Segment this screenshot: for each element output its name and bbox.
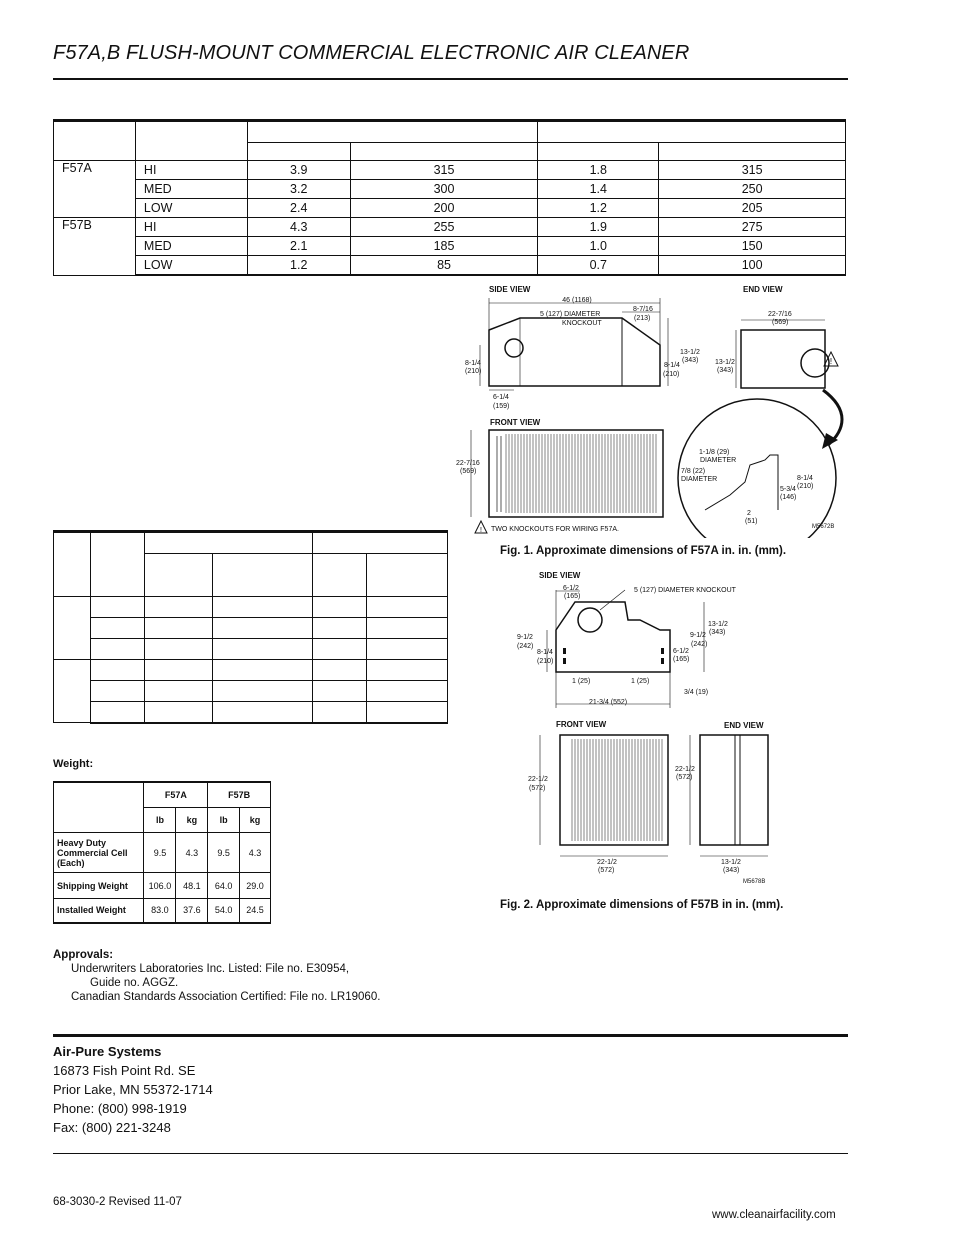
weight-value: 24.5 [240, 899, 271, 923]
contact-block [53, 1042, 213, 1137]
fig1-dim: (159) [493, 403, 510, 410]
fig2-dim: 22-1/2 [597, 859, 617, 866]
fig1-dim: 6-1/4 [493, 394, 509, 401]
weight-row-header [54, 833, 144, 873]
fig1-dim: DIAMETER [681, 476, 718, 483]
website-link[interactable]: www.cleanairfacility.com [712, 1209, 836, 1221]
performance-table [53, 119, 846, 276]
fig2-dim: 13-1/2 [721, 859, 741, 866]
fig1-caption: Fig. 1. Approximate dimensions of F57A in. in. (mm). [500, 545, 787, 557]
speed-cell: HI [135, 161, 247, 180]
page-title: F57A,B FLUSH-MOUNT COMMERCIAL ELECTRONIC AIR CLEANER [53, 42, 690, 64]
table-row [54, 161, 846, 180]
value-cell: 300 [350, 180, 538, 199]
value-cell: 1.0 [538, 237, 659, 256]
fig1-dim: (210) [663, 371, 680, 378]
approvals-line: Underwriters Laboratories Inc. Listed: File no. E30954, [71, 963, 350, 975]
value-cell: 255 [350, 218, 538, 237]
fig1-dim: 8-7/16 [633, 306, 653, 313]
table-row [54, 199, 846, 218]
value-cell: 315 [350, 161, 538, 180]
fig2-dim: 13-1/2 [708, 621, 728, 628]
weight-value: 48.1 [176, 873, 208, 899]
fig1-dim: 22-7/16 [456, 460, 480, 467]
value-cell: 315 [659, 161, 846, 180]
fig1-dim: 7/8 (22) [681, 468, 706, 475]
weight-table [53, 781, 271, 924]
weight-value: 4.3 [176, 833, 208, 873]
contact-rule [53, 1034, 848, 1037]
phone: Phone: (800) 998-1919 [53, 1101, 187, 1116]
value-cell: 1.4 [538, 180, 659, 199]
fig2-dim: 1 (25) [631, 678, 650, 685]
fig1-dim: (343) [682, 357, 699, 364]
fig2-front-view-label: FRONT VIEW [556, 720, 607, 729]
fig2-dim: (572) [598, 867, 615, 874]
fig2-caption: Fig. 2. Approximate dimensions of F57B in in. (mm). [500, 899, 784, 911]
fax: Fax: (800) 221-3248 [53, 1120, 171, 1135]
fig1-dim: (210) [465, 368, 482, 375]
fig2-dim: (343) [723, 867, 740, 874]
table-row [54, 180, 846, 199]
value-cell: 1.2 [538, 199, 659, 218]
fig2-side-body [556, 602, 670, 672]
approvals-heading: Approvals: [53, 949, 114, 961]
fig1-dim: KNOCKOUT [562, 320, 602, 327]
weight-unit-header: lb [208, 808, 240, 833]
fig1-note: TWO KNOCKOUTS FOR WIRING F57A. [491, 526, 619, 533]
fig1-dim: 8-1/4 [465, 360, 481, 367]
table-row [54, 256, 846, 276]
value-cell: 3.9 [247, 161, 350, 180]
title-rule [53, 78, 848, 80]
approvals-line: Guide no. AGGZ. [90, 977, 179, 989]
fig1-dim: (343) [717, 367, 734, 374]
speed-cell: LOW [135, 256, 247, 276]
company-name: Air-Pure Systems [53, 1044, 162, 1059]
fig2-dim: (210) [537, 658, 554, 665]
value-cell: 2.1 [247, 237, 350, 256]
fig1-dim: 2 [747, 510, 751, 517]
fig2-dim: 5 (127) DIAMETER KNOCKOUT [634, 587, 736, 594]
fig2-knockout-circle [578, 608, 602, 632]
fig2-dim: (242) [517, 643, 534, 650]
weight-row-header: Shipping Weight [54, 873, 144, 899]
value-cell: 1.9 [538, 218, 659, 237]
fig2-dim: 9-1/2 [690, 632, 706, 639]
weight-label: Weight: [53, 758, 94, 770]
warning-icon-mark: ! [480, 527, 482, 534]
weight-value: 9.5 [208, 833, 240, 873]
fig1-dim: (569) [460, 468, 477, 475]
fig1-dim: 5-3/4 [780, 486, 796, 493]
fig1-front-view-label: FRONT VIEW [490, 418, 541, 427]
doc-number: 68-3030-2 Revised 11-07 [53, 1196, 182, 1208]
blank-table [53, 530, 448, 724]
weight-value: 29.0 [240, 873, 271, 899]
fig2-dim: 22-1/2 [675, 766, 695, 773]
fig2-dim: 9-1/2 [517, 634, 533, 641]
table-row [54, 833, 271, 873]
weight-row-label: Heavy Duty [57, 837, 107, 848]
value-cell: 0.7 [538, 256, 659, 276]
fig2-dim: (572) [676, 774, 693, 781]
fig1-side-body [489, 318, 660, 386]
speed-cell: HI [135, 218, 247, 237]
weight-value: 37.6 [176, 899, 208, 923]
value-cell: 275 [659, 218, 846, 237]
fig1-dim: 8-1/4 [664, 362, 680, 369]
fig2-dim: 6-1/2 [563, 585, 579, 592]
value-cell: 85 [350, 256, 538, 276]
fig2-dim: (242) [691, 641, 708, 648]
table-row [54, 218, 846, 237]
fig1-dim: (569) [772, 319, 789, 326]
weight-row-label: (Each) [57, 857, 85, 868]
value-cell: 250 [659, 180, 846, 199]
fig2-drawing [510, 568, 780, 890]
fig2-code: M5678B [743, 879, 766, 885]
weight-row-header: Installed Weight [54, 899, 144, 923]
approvals-section [53, 948, 380, 1004]
model-cell: F57A [54, 161, 136, 218]
fig1-side-view-label: SIDE VIEW [489, 285, 531, 294]
fig1-dim: 13-1/2 [715, 359, 735, 366]
fig2-dim: 3/4 (19) [684, 689, 709, 696]
weight-unit-header: lb [144, 808, 176, 833]
fig1-dim: (51) [745, 518, 758, 525]
fig1-dim: (213) [634, 315, 651, 322]
weight-model-header: F57A [144, 782, 208, 808]
fig2-end-view-label: END VIEW [724, 721, 764, 730]
value-cell: 3.2 [247, 180, 350, 199]
table-row [54, 899, 271, 923]
weight-value: 54.0 [208, 899, 240, 923]
fig1-dim: 13-1/2 [680, 349, 700, 356]
footer-rule [53, 1153, 848, 1154]
fig1-end-view-label: END VIEW [743, 285, 783, 294]
value-cell: 4.3 [247, 218, 350, 237]
weight-value: 83.0 [144, 899, 176, 923]
weight-unit-header: kg [240, 808, 271, 833]
fig2-dim: 1 (25) [572, 678, 591, 685]
fig1-dim: 22-7/16 [768, 311, 792, 318]
weight-row-label: Commercial Cell [57, 847, 128, 858]
fig1-dim: 1-1/8 (29) [699, 449, 730, 456]
fig1-dim: 8-1/4 [797, 475, 813, 482]
speed-cell: MED [135, 180, 247, 199]
weight-model-header: F57B [208, 782, 271, 808]
value-cell: 1.2 [247, 256, 350, 276]
weight-value: 106.0 [144, 873, 176, 899]
fig2-dim: (165) [673, 656, 690, 663]
value-cell: 2.4 [247, 199, 350, 218]
fig2-side-view-label: SIDE VIEW [539, 571, 581, 580]
fig2-dim: 6-1/2 [673, 648, 689, 655]
fig1-end-body [741, 330, 825, 388]
fig1-drawing [455, 280, 850, 538]
fig2-dim: (165) [564, 593, 581, 600]
value-cell: 200 [350, 199, 538, 218]
table-header-row [54, 121, 846, 143]
approvals-line: Canadian Standards Association Certified: File no. LR19060. [71, 991, 381, 1003]
fig1-dim: 5 (127) DIAMETER [540, 311, 601, 318]
weight-value: 9.5 [144, 833, 176, 873]
table-row [54, 237, 846, 256]
value-cell: 185 [350, 237, 538, 256]
fig1-code: M5672B [812, 524, 835, 530]
weight-value: 64.0 [208, 873, 240, 899]
speed-cell: MED [135, 237, 247, 256]
table-row [54, 873, 271, 899]
warning-icon-mark: ! [829, 357, 833, 366]
fig2-dim: 22-1/2 [528, 776, 548, 783]
weight-value: 4.3 [240, 833, 271, 873]
weight-unit-header: kg [176, 808, 208, 833]
fig1-dim: DIAMETER [700, 457, 737, 464]
fig2-dim: 8-1/4 [537, 649, 553, 656]
speed-cell: LOW [135, 199, 247, 218]
value-cell: 1.8 [538, 161, 659, 180]
fig2-dim: 21-3/4 (552) [589, 699, 628, 706]
fig2-dim: (343) [709, 629, 726, 636]
fig1-dim: (210) [797, 483, 814, 490]
value-cell: 205 [659, 199, 846, 218]
address-line: 16873 Fish Point Rd. SE [53, 1063, 196, 1078]
value-cell: 150 [659, 237, 846, 256]
fig1-dim: 46 (1168) [562, 297, 592, 304]
fig2-end-body [700, 735, 768, 845]
address-line: Prior Lake, MN 55372-1714 [53, 1082, 213, 1097]
model-cell: F57B [54, 218, 136, 276]
fig1-dim: (146) [780, 494, 797, 501]
fig2-dim: (572) [529, 785, 546, 792]
value-cell: 100 [659, 256, 846, 276]
